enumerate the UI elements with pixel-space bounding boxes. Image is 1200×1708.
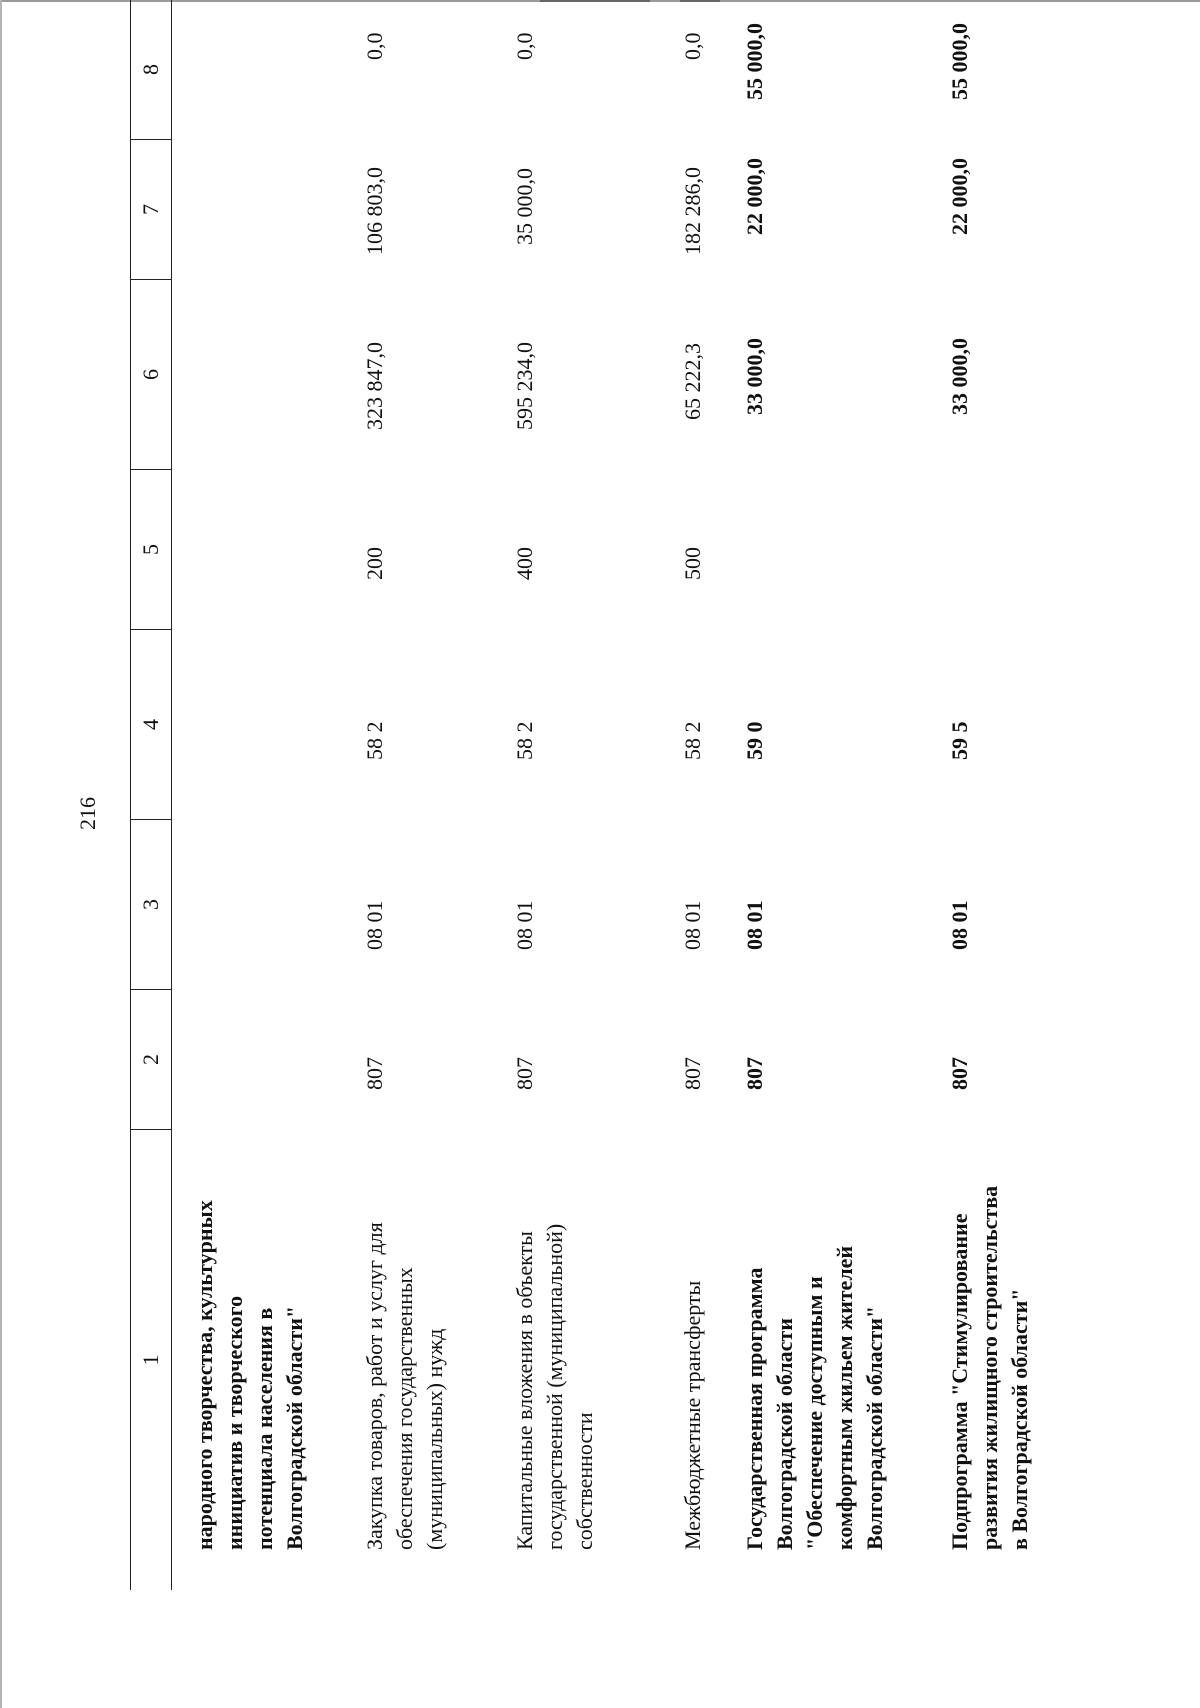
row-title: Межбюджетные трансферты [680, 1280, 705, 1550]
row-title: Государственная программа Волгоградской области "Обеспечение доступным и комфортным жильем жителей Волгоградской области" [742, 1245, 887, 1550]
cell-ministry-code: 807 [742, 1057, 767, 1090]
cell-amount-col6: 323 847,0 [362, 342, 387, 430]
page-number: 216 [75, 797, 100, 830]
cell-ministry-code: 807 [512, 1057, 537, 1090]
scan-edge-left [0, 0, 2, 1708]
cell-ministry-code: 807 [680, 1057, 705, 1090]
cell-section: 08 01 [362, 900, 387, 950]
cell-amount-col7: 22 000,0 [947, 158, 972, 235]
table-header-row [130, 0, 172, 1590]
header-cell-3: 3 [131, 820, 171, 990]
cell-amount-col7: 182 286,0 [680, 167, 705, 255]
cell-amount-col7: 106 803,0 [362, 167, 387, 255]
header-cell-4: 4 [131, 630, 171, 820]
cell-target-article: 59 5 [947, 721, 972, 760]
cell-section: 08 01 [512, 900, 537, 950]
cell-amount-col6: 33 000,0 [742, 338, 767, 415]
budget-table [130, 0, 1180, 1590]
cell-amount-col8: 55 000,0 [742, 23, 767, 100]
cell-amount-col6: 33 000,0 [947, 338, 972, 415]
header-cell-6: 6 [131, 280, 171, 470]
row-title: Подпрограмма "Стимулирование развития жилищного строительства в Волгоградской области" [947, 1185, 1032, 1550]
cell-ministry-code: 807 [362, 1057, 387, 1090]
header-cell-2: 2 [131, 990, 171, 1130]
cell-amount-col7: 35 000,0 [512, 168, 537, 245]
header-cell-5: 5 [131, 470, 171, 630]
cell-amount-col6: 595 234,0 [512, 342, 537, 430]
cell-target-article: 58 2 [680, 721, 705, 760]
cell-amount-col8: 0,0 [680, 32, 705, 60]
cell-expense-type: 400 [512, 547, 537, 580]
row-title: Капитальные вложения в объекты государственной (муниципальной) собственности [512, 1223, 597, 1550]
cell-expense-type: 200 [362, 547, 387, 580]
cell-section: 08 01 [742, 900, 767, 950]
cell-expense-type: 500 [680, 547, 705, 580]
row-title: Закупка товаров, работ и услуг для обеспечения государственных (муниципальных) нужд [362, 1222, 447, 1550]
row-title: народного творчества, культурных инициатив и творческого потенциала населения в Волгоградской области" [192, 1200, 307, 1550]
header-cell-8: 8 [131, 0, 171, 140]
cell-section: 08 01 [947, 900, 972, 950]
cell-target-article: 58 2 [512, 721, 537, 760]
cell-amount-col8: 0,0 [362, 32, 387, 60]
cell-amount-col8: 0,0 [512, 32, 537, 60]
cell-amount-col6: 65 222,3 [680, 343, 705, 420]
cell-amount-col8: 55 000,0 [947, 23, 972, 100]
cell-amount-col7: 22 000,0 [742, 158, 767, 235]
header-cell-7: 7 [131, 140, 171, 280]
cell-ministry-code: 807 [947, 1057, 972, 1090]
cell-target-article: 58 2 [362, 721, 387, 760]
cell-section: 08 01 [680, 900, 705, 950]
cell-target-article: 59 0 [742, 721, 767, 760]
header-cell-1: 1 [138, 1354, 163, 1366]
